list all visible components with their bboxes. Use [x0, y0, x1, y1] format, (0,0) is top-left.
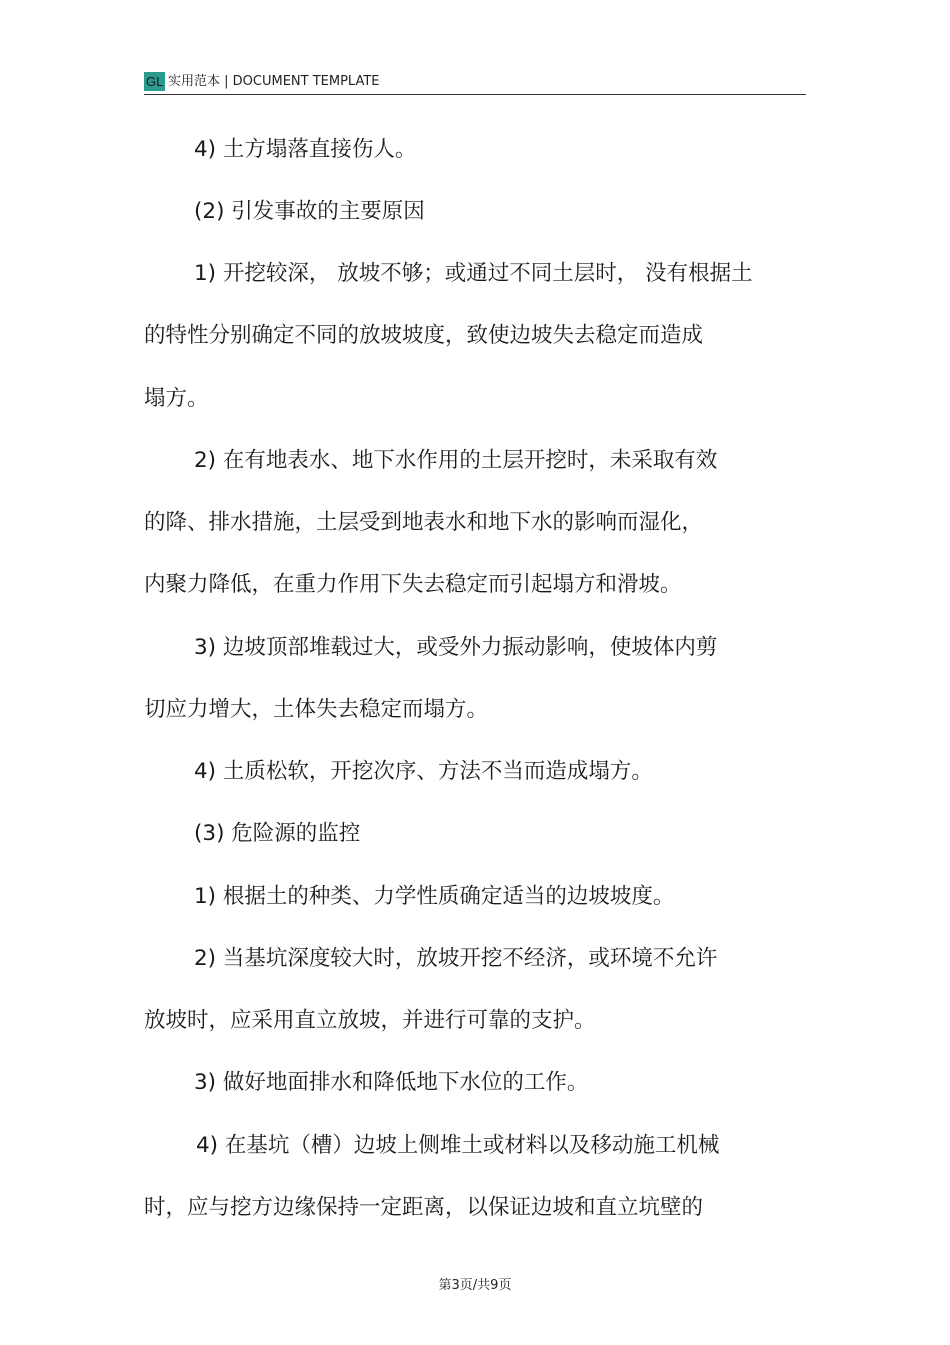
body-line: 塌方。 — [144, 386, 209, 411]
body-line: 4) 土质松软，开挖次序、方法不当而造成塌方。 — [194, 759, 653, 784]
body-line: 1) 根据土的种类、力学性质确定适当的边坡坡度。 — [194, 884, 675, 909]
section-heading: (3) 危险源的监控 — [194, 821, 361, 846]
page-header — [144, 70, 806, 95]
body-line: 时，应与挖方边缘保持一定距离，以保证边坡和直立坑壁的 — [144, 1195, 704, 1220]
body-line: 2) 在有地表水、地下水作用的土层开挖时，未采取有效 — [194, 448, 718, 473]
body-line: 的降、排水措施，土层受到地表水和地下水的影响而湿化， — [144, 510, 704, 535]
body-line: 2) 当基坑深度较大时，放坡开挖不经济，或环境不允许 — [194, 946, 718, 971]
body-line: 4) 在基坑（槽）边坡上侧堆土或材料以及移动施工机械 — [196, 1133, 720, 1158]
page-number: 第3页/共9页 — [438, 1278, 512, 1293]
body-line: 的特性分别确定不同的放坡坡度，致使边坡失去稳定而造成 — [144, 323, 704, 348]
logo-badge: GL — [146, 74, 164, 89]
body-line: 1) 开挖较深， 放坡不够；或通过不同土层时， 没有根据土 — [194, 261, 753, 286]
body-line: 放坡时，应采用直立放坡，并进行可靠的支护。 — [144, 1008, 596, 1033]
body-line: 内聚力降低，在重力作用下失去稳定而引起塌方和滑坡。 — [144, 572, 682, 597]
body-line: 切应力增大，土体失去稳定而塌方。 — [144, 697, 489, 722]
body-line: 3) 边坡顶部堆载过大，或受外力振动影响，使坡体内剪 — [194, 635, 718, 660]
section-heading: (2) 引发事故的主要原因 — [194, 199, 425, 224]
body-line: 3) 做好地面排水和降低地下水位的工作。 — [194, 1070, 589, 1095]
header-title: 实用范本 | DOCUMENT TEMPLATE — [168, 74, 380, 89]
body-line: 4) 土方塌落直接伤人。 — [194, 137, 417, 162]
